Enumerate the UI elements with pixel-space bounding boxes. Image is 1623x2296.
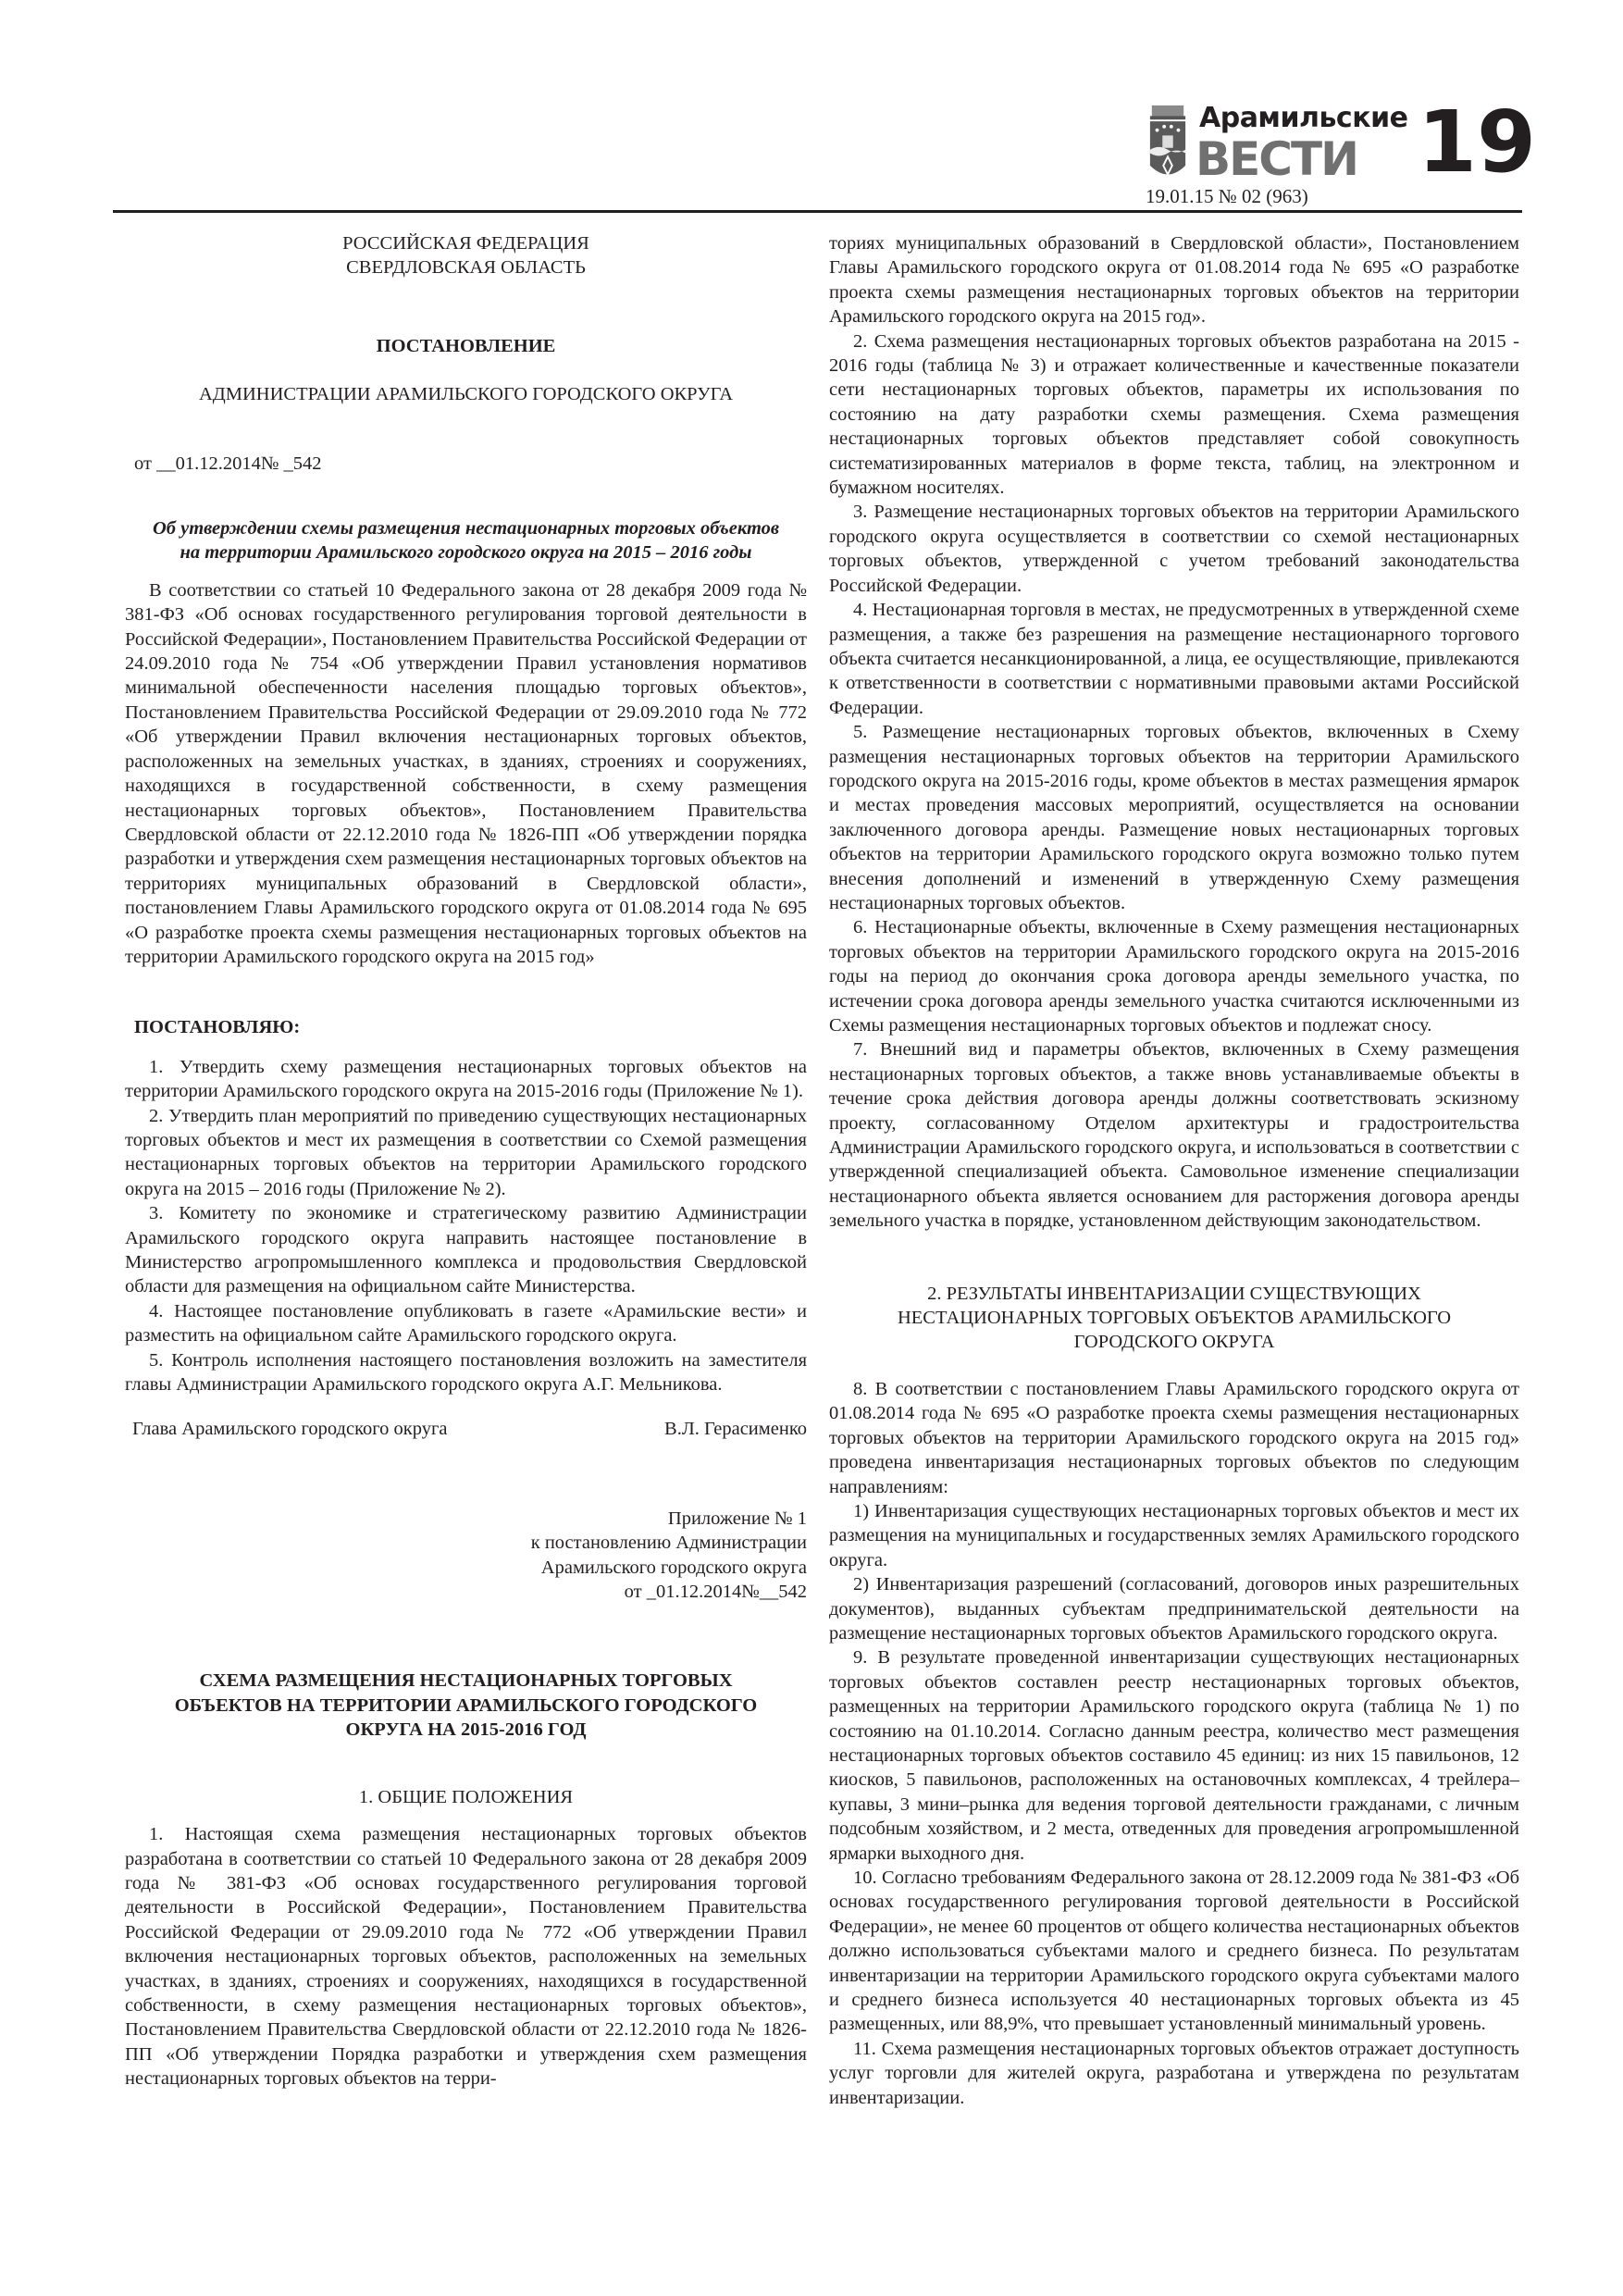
- section2-item: 2) Инвентаризация разрешений (согласований, договоров иных разрешительных документов), выданных субъектам предпринимательской деятельности на размещение нестационарных торговых объектов Арамильского городского округа.: [829, 1574, 1519, 1644]
- section2-item: 10. Согласно требованиям Федерального закона от 28.12.2009 года № 381-ФЗ «Об основах государственного регулирования торговой деятельности в Российской Федерации», не менее 60 процентов от общего количества нестационарных объектов должно использоваться субъектами малого и среднего бизнеса. По результатам инвентаризации на территории Арамильского городского округа субъектами малого и среднего бизнеса используется 40 нестационарных торговых объекта из 45 размещенных, или 88,9%, что превышает установленный минимальный уровень.: [829, 1868, 1519, 2035]
- header-rule: [113, 210, 1522, 213]
- section2-title: 2. РЕЗУЛЬТАТЫ ИНВЕНТАРИЗАЦИИ СУЩЕСТВУЮЩИХ НЕСТАЦИОНАРНЫХ ТОРГОВЫХ ОБЪЕКТОВ АРАМИЛЬСКОГО ГОРОДСКОГО ОКРУГА: [897, 1283, 1452, 1353]
- continuation-paragraph: ториях муниципальных образований в Свердловской области», Постановлением Главы Арамильского городского округа от 01.08.2014 года № 695 «О разработке проекта схемы размещения нестационарных торговых объектов на территории Арамильского городского округа на 2015 год».: [829, 233, 1519, 328]
- resolution-item: 4. Настоящее постановление опубликовать в газете «Арамильские вести» и разместить на официальном сайте Арамильского городского округа.: [125, 1300, 807, 1347]
- resolution-item: 1. Утвердить схему размещения нестационарных торговых объектов на территории Арамильского городского округа на 2015-2016 годы (Приложение № 1).: [125, 1056, 807, 1102]
- resolution-item: 2. Утвердить план мероприятий по приведению существующих нестационарных торговых объектов и мест их размещения в соответствии со Схемой размещения нестационарных торговых объектов на территории Арамильского городского округа на 2015 – 2016 годы (Приложение № 2).: [125, 1105, 807, 1199]
- masthead: [1146, 102, 1414, 186]
- resolution-item: 5. Контроль исполнения настоящего постановления возложить на заместителя главы Администрации Арамильского городского округа А.Г. Мельникова.: [125, 1349, 807, 1396]
- left-column: [125, 231, 807, 2091]
- issuer: АДМИНИСТРАЦИИ АРАМИЛЬСКОГО ГОРОДСКОГО ОКРУГА: [198, 384, 734, 405]
- section1-paragraph: 1. Настоящая схема размещения нестационарных торговых объектов разработана в соответствии со статьей 10 Федерального закона от 28 декабря 2009 года № 381-ФЗ «Об основах государственного регулирования торговой деятельности в Российской Федерации», Постановлением Правительства Российской Федерации от 29.09.2010 года № 772 «Об утверждении Правил включения нестационарных торговых объектов, расположенных на земельных участках, в зданиях, строениях и сооружениях, находящихся в государственной собственности, в схему размещения нестационарных торговых объектов», Постановлением Правительства Свердловской области от 22.12.2010 года № 1826-ПП «Об утверждении Порядка разработки и утверждения схем размещения нестационарных торговых объектов на терри-: [125, 1824, 807, 2090]
- section1-item: 6. Нестационарные объекты, включенные в Схему размещения нестационарных торговых объектов на территории Арамильского городского округа на 2015-2016 годы на период до окончания срока договора аренды земельного участка, по истечении срока договора аренды земельного участка считаются исключенными из Схемы размещения нестационарных торговых объектов и подлежат сносу.: [829, 917, 1519, 1036]
- section1-item: 3. Размещение нестационарных торговых объектов на территории Арамильского городского округа осуществляется в соответствии со схемой нестационарных торговых объектов, утвержденной с учетом требований законодательства Российской Федерации.: [829, 502, 1519, 596]
- scheme-title: СХЕМА РАЗМЕЩЕНИЯ НЕСТАЦИОНАРНЫХ ТОРГОВЫХ ОБЪЕКТОВ НА ТЕРРИТОРИИ АРАМИЛЬСКОГО ГОРОДСКОГО ОКРУГА НА 2015-2016 ГОД: [174, 1670, 758, 1741]
- doc-type: ПОСТАНОВЛЕНИЕ: [376, 335, 556, 356]
- section2-item: 1) Инвентаризация существующих нестационарных торговых объектов и мест их размещения на муниципальных и государственных землях Арамильского городского округа.: [829, 1500, 1519, 1570]
- section2-item: 8. В соответствии с постановлением Главы Арамильского городского округа от 01.08.2014 года № 695 «О разработке проекта схемы размещения нестационарных торговых объектов на территории Арамильского городского округа на 2015 год» проведена инвентаризация нестационарных торговых объектов по следующим направлениям:: [829, 1378, 1519, 1497]
- appendix-line: к постановлению Администрации: [530, 1533, 807, 1554]
- section2-item: 9. В результате проведенной инвентаризации существующих нестационарных торговых объектов составлен реестр нестационарных торговых объектов, размещенных на территории Арамильского городского округа (таблица № 1) по состоянию на 01.10.2014. Согласно данным реестра, количество мест размещения нестационарных торговых объектов составило 45 единиц: из них 15 павильонов, 12 киосков, 5 павильонов, расположенных на остановочных комплексах, 4 трейлера–купавы, 3 мини–рынка для ведения торговой деятельности гражданами, с личным подсобным хозяйством, и 2 места, отведенных для проведения агропромышленной ярмарки выходного дня.: [829, 1647, 1519, 1864]
- coat-of-arms-icon: [1146, 104, 1190, 183]
- section1-item: 7. Внешний вид и параметры объектов, включенных в Схему размещения нестационарных торговых объектов, а также вновь устанавливаемые объекты в течение срока действия договора аренды должны соответствовать эскизному проекту, согласованному Отделом архитектуры и градостроительства Администрации Арамильского городского округа, и использоваться в соответствии с утвержденной специализацией объекта. Самовольное изменение специализации нестационарного объекта является основанием для расторжения договора аренды земельного участка в порядке, установленном действующим законодательством.: [829, 1039, 1519, 1232]
- signature-block: [125, 1417, 807, 1441]
- preamble: В соответствии со статьей 10 Федерального закона от 28 декабря 2009 года № 381-ФЗ «Об основах государственного регулирования торговой деятельности в Российской Федерации», Постановлением Правительства Российской Федерации от 24.09.2010 года № 754 «Об утверждении Правил установления нормативов минимальной обеспеченности населения площадью торговых объектов», Постановлением Правительства Российской Федерации от 29.09.2010 года № 772 «Об утверждении Правил включения нестационарных торговых объектов, расположенных на земельных участках, в зданиях, строениях и сооружениях, находящихся в государственной собственности, в схему размещения нестационарных торговых объектов», Постановлением Правительства Свердловской области от 22.12.2010 года № 1826-ПП «Об утверждении порядка разработки и утверждения схем размещения нестационарных торговых объектов на территориях муниципальных образований в Свердловской области», постановлением Главы Арамильского городского округа от 01.08.2014 года № 695 «О разработке проекта схемы размещения нестационарных торговых объектов на территории Арамильского городского округа на 2015 год»: [125, 579, 807, 967]
- section2-item: 11. Схема размещения нестационарных торговых объектов отражает доступность услуг торговли для жителей округа, разработана и утверждена по результатам инвентаризации.: [829, 2038, 1519, 2108]
- date-number: от __01.12.2014№ _542: [134, 453, 322, 474]
- resolve-heading: ПОСТАНОВЛЯЮ:: [134, 1017, 301, 1038]
- appendix-block: [125, 1507, 807, 1605]
- signature-name: В.Л. Герасименко: [664, 1419, 807, 1440]
- brand-name-line2: ВЕСТИ: [1196, 132, 1357, 186]
- appendix-line: от _01.12.2014№__542: [624, 1582, 807, 1603]
- brand-name-line1: Арамильские: [1199, 102, 1408, 134]
- section1-title: 1. ОБЩИЕ ПОЛОЖЕНИЯ: [358, 1786, 574, 1807]
- header-country: РОССИЙСКАЯ ФЕДЕРАЦИЯ: [342, 233, 589, 254]
- resolution-item: 3. Комитету по экономике и стратегическому развитию Администрации Арамильского городского округа направить настоящее постановление в Министерство агропромышленного комплекса и продовольствия Свердловской области для размещения на официальном сайте Министерства.: [125, 1203, 807, 1297]
- signature-title: Глава Арамильского городского округа: [132, 1419, 448, 1440]
- right-column: [829, 231, 1519, 2110]
- appendix-line: Приложение № 1: [667, 1508, 807, 1529]
- subject: Об утверждении схемы размещения нестационарных торговых объектов на территории Арамильского городского округа на 2015 – 2016 годы: [152, 518, 780, 564]
- appendix-line: Арамильского городского округа: [540, 1557, 807, 1578]
- issue-date-number: 19.01.15 № 02 (963): [1146, 185, 1308, 207]
- header-region: СВЕРДЛОВСКАЯ ОБЛАСТЬ: [346, 257, 586, 279]
- page-number: 19: [1418, 93, 1537, 192]
- section1-item: 4. Нестационарная торговля в местах, не предусмотренных в утвержденной схеме размещения, а также без разрешения на размещение нестационарного торгового объекта считается несанкционированной, а лица, ее осуществляющие, привлекаются к ответственности в соответствии с нормативными правовыми актами Российской Федерации.: [829, 600, 1519, 718]
- section1-item: 5. Размещение нестационарных торговых объектов, включенных в Схему размещения нестационарных торговых объектов на территории Арамильского городского округа на 2015-2016 годы, кроме объектов в местах размещения ярмарок и местах проведения массовых мероприятий, осуществляется на основании заключенного договора аренды. Размещение новых нестационарных торговых объектов на территории Арамильского городского округа возможно только путем внесения дополнений и изменений в утвержденную Схему размещения нестационарных торговых объектов.: [829, 722, 1519, 913]
- section1-item: 2. Схема размещения нестационарных торговых объектов разработана на 2015 - 2016 годы (таблица № 3) и отражает количественные и качественные показатели сети нестационарных торговых объектов, параметры их использования по состоянию на дату разработки схемы размещения. Схема размещения нестационарных торговых объектов представляет собой совокупность систематизированных материалов в форме текста, таблиц, на электронном и бумажном носителях.: [829, 330, 1519, 499]
